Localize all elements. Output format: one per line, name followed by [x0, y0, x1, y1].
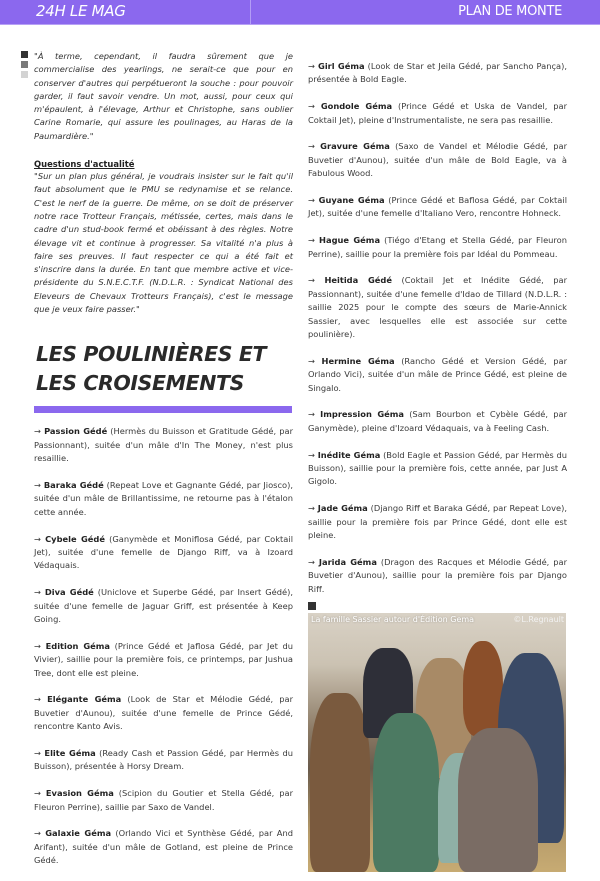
mare-name: Heitida Gédé [324, 275, 392, 286]
mare-entry [308, 556, 567, 596]
arrow-icon: → [308, 235, 315, 246]
mare-description: (Sam Bourbon et Cybèle Gédé, par Ganymède), pleine d'Izoard Védaquais, va à Feeling Cash. [308, 409, 567, 433]
mare-entry [308, 194, 567, 221]
mare-name: Jade Géma [317, 503, 368, 514]
mare-name: Guyane Géma [318, 195, 385, 206]
title-underline [34, 406, 292, 413]
mare-name: Diva Gédé [44, 587, 94, 598]
mare-description: (Orlando Vici et Synthèse Gédé, par And Arifant), suitée d'un mâle de Gotland, est pleine de Prince Gédé. [34, 828, 294, 866]
mare-entry [308, 234, 567, 261]
mare-description: (Repeat Love et Gagnante Gédé, par Jiosco), suitée d'un mâle de Brillantissime, ne retourne pas à l'étalon cette année. [34, 479, 293, 517]
arrow-icon: → [308, 101, 315, 112]
arrow-icon: → [34, 788, 41, 799]
mare-description: (Bold Eagle et Passion Gédé, par Hermès du Buisson), saillie pour la première fois, cette année, par Just A Gigolo. [308, 449, 568, 487]
intro-quote: "À terme, cependant, il faudra sûrement que je commercialise des yearlings, ne serait-ce que pour en conserver d'autres qui perpétueront la souche : pour pouvoir garder, il faut savoir vendre. Un mot, aussi, pour ceux qui m'épaulent, à l'élevage, Arthur et Christophe, sans oublier Carine Romarie, qui assure les poulinages, au Haras de la Paumardière." [34, 51, 293, 141]
mare-description: (Look de Star et Jeila Gédé, par Sancho Pança), présentée à Bold Eagle. [308, 61, 568, 85]
mare-description: (Dragon des Racques et Mélodie Gédé, par Buvetier d'Aunou), saillie pour la première fois par Django Riff. [308, 556, 568, 594]
arrow-icon: → [308, 556, 315, 567]
mare-name: Baraka Gédé [43, 479, 104, 490]
mare-name: Impression Géma [320, 409, 404, 420]
mare-name: Galaxie Géma [45, 828, 112, 839]
photo-horse [463, 641, 503, 736]
left-column [34, 50, 293, 881]
mare-entry [308, 449, 567, 489]
mare-name: Jarida Géma [318, 556, 377, 567]
header-divider [250, 0, 251, 24]
end-mark [308, 602, 316, 610]
mare-entry [34, 479, 293, 519]
mare-name: Elégante Géma [47, 694, 122, 705]
mare-description: (Prince Gédé et Jaflosa Gédé, par Jet du Vivier), saillie pour la première fois, ce printemps, par Jushua Tree, dont elle est pleine. [34, 640, 293, 678]
mare-description: (Tiégo d'Etang et Stella Gédé, par Fleuron Perrine), saillie pour la première fois par Idéal du Pommeau. [308, 235, 568, 259]
mares-list-left [34, 425, 293, 867]
arrow-icon: → [308, 503, 315, 514]
arrow-icon: → [34, 828, 41, 839]
mare-description: (Prince Gédé et Uska de Vandel, par Coktail Jet), pleine d'Instrumentaliste, ne sera pas resaillie. [308, 101, 568, 125]
section-label: PLAN DE MONTE [458, 4, 562, 19]
mares-list-right [308, 60, 567, 596]
arrow-icon: → [308, 195, 315, 206]
right-column [308, 60, 567, 872]
mare-description: (Scipion du Goutier et Stella Gédé, par Fleuron Perrine), saillie par Saxo de Vandel. [34, 788, 293, 812]
mare-entry [308, 60, 567, 87]
mare-entry [34, 640, 293, 680]
mare-description: (Coktail Jet et Inédite Gédé, par Passionnant), suitée d'une femelle d'Idao de Tillard (N.D.L.R. : saillie 2025 pour le compte des sœurs de Marie-Annick Sassier, avec lesquelles elle est associée sur cette poulinière). [308, 275, 568, 340]
photo-caption: La famille Sassier autour d'Édition Gema [311, 615, 475, 625]
arrow-icon: → [308, 355, 315, 366]
photo-figure-man-kneeling [458, 728, 538, 872]
arrow-icon: → [34, 748, 41, 758]
photo-figure-woman-left [310, 693, 370, 872]
mare-description: (Ganymède et Moniflosa Gédé, par Coktail Jet), suitée d'une femelle de Django Riff, va à Izoard Védaquais. [34, 533, 293, 571]
mare-name: Evasion Géma [45, 788, 114, 799]
arrow-icon: → [34, 587, 41, 598]
actualite-heading: Questions d'actualité [34, 159, 135, 170]
decor-squares [21, 51, 28, 81]
mare-description: (Prince Gédé et Baflosa Gédé, par Coktail Jet), suitée d'une femelle d'Italiano Vero, rencontre Hohneck. [308, 195, 567, 219]
arrow-icon: → [34, 479, 41, 490]
page-header [0, 0, 600, 25]
mare-entry [308, 408, 567, 435]
arrow-icon: → [308, 141, 315, 152]
mare-entry [34, 425, 293, 465]
mare-entry [34, 787, 293, 814]
mare-entry [308, 100, 567, 127]
mare-description: (Uniclove et Superbe Gédé, par Insert Gédé), suitée d'une femelle de Jaguar Griff, est présentée à Keep Going. [34, 587, 293, 624]
section-title: LES POULINIÈRES ET LES CROISEMENTS [36, 342, 267, 396]
square-mid [21, 61, 28, 68]
arrow-icon: → [308, 409, 315, 420]
arrow-icon: → [308, 449, 315, 460]
mare-description: (Look de Star et Mélodie Gédé, par Buvetier d'Aunou), suitée d'une femelle de Prince Gédé, rencontre Kanto Avis. [34, 694, 294, 732]
mare-name: Cybele Gédé [45, 533, 105, 544]
mare-entry [308, 274, 567, 341]
family-photo [308, 613, 566, 872]
arrow-icon: → [34, 426, 41, 437]
square-light [21, 71, 28, 78]
mare-entry [34, 827, 293, 867]
mare-entry [308, 355, 567, 395]
arrow-icon: → [34, 640, 41, 651]
mare-name: Elite Géma [44, 748, 96, 758]
mare-name: Hague Géma [319, 235, 381, 246]
mare-name: Passion Gédé [44, 426, 108, 437]
photo-credit: ©L.Regnault [513, 615, 564, 625]
mare-name: Gondole Géma [320, 101, 393, 112]
mare-entry [34, 693, 293, 733]
actualite-quote: "Sur un plan plus général, je voudrais insister sur le fait qu'il faut absolument que le PMU se redynamise et se relance. C'est le nerf de la guerre. De même, on se doit de préserver notre race Trotteur Français, métissée, certes, mais dans le cadre d'un stud-book fermé et obéissant à des règles. Notre élevage vit et continue à progresser. Sa vitalité n'a plus à faire ses preuves. Il faut respecter ce qui a été fait et s'inscrire dans la durée. En tant que membre active et vice-présidente du S.N.E.C.T.F. (N.D.L.R. : Syndicat National des Eleveurs de Chevaux Trotteurs Français), c'est le message que je veux faire passer." [34, 171, 293, 315]
mare-name: Girl Géma [318, 61, 365, 71]
mare-description: (Django Riff et Baraka Gédé, par Repeat Love), saillie pour la première fois par Prince Gédé, dont elle est pleine. [308, 503, 567, 541]
magazine-title: 24H LE MAG [36, 2, 126, 20]
square-dark [21, 51, 28, 58]
mare-entry [34, 533, 293, 573]
mare-description: (Saxo de Vandel et Mélodie Gédé, par Buvetier d'Aunou), suitée d'un mâle de Bold Eagle, va à Fabulous Wood. [308, 141, 568, 179]
arrow-icon: → [308, 61, 315, 71]
mare-description: (Rancho Gédé et Version Gédé, par Orlando Vici), suitée d'un mâle de Prince Gédé, est pleine de Singalo. [308, 355, 567, 393]
mare-name: Inédite Géma [317, 449, 381, 460]
arrow-icon: → [34, 533, 41, 544]
mare-description: (Ready Cash et Passion Gédé, par Hermès du Buisson), présentée à Horsy Dream. [34, 748, 294, 772]
arrow-icon: → [308, 275, 315, 286]
mare-description: (Hermès du Buisson et Gratitude Gédé, par Passionnant), suitée d'un mâle d'In The Money, n'est plus resaillie. [34, 426, 294, 464]
mare-name: Hermine Géma [321, 355, 395, 366]
mare-name: Edition Géma [45, 640, 111, 651]
mare-entry [34, 747, 293, 774]
mare-entry [308, 140, 567, 180]
mare-entry [308, 502, 567, 542]
mare-name: Gravure Géma [320, 141, 390, 152]
mare-entry [34, 586, 293, 626]
arrow-icon: → [34, 694, 41, 705]
